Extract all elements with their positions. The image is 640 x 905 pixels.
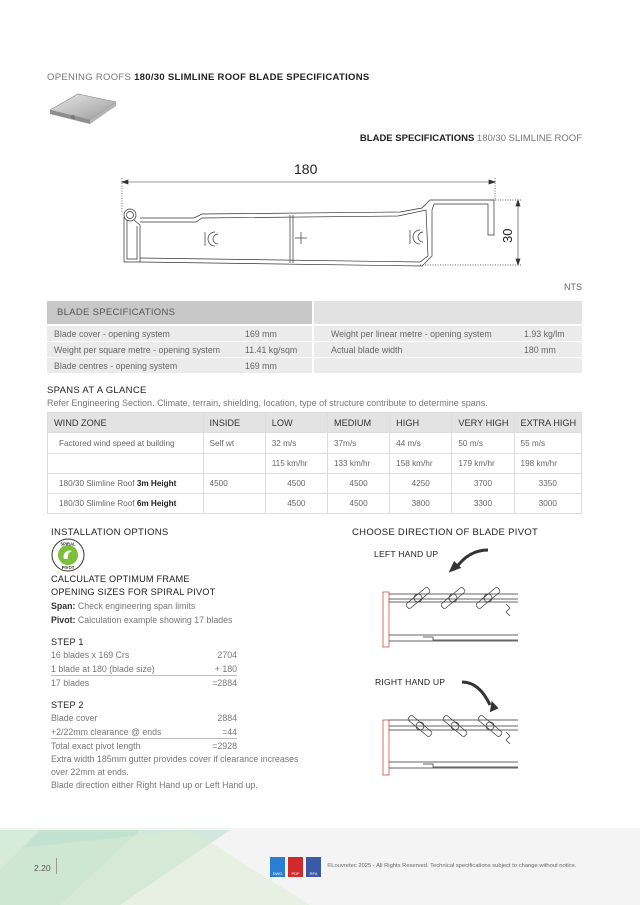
divider bbox=[51, 738, 237, 739]
calc-heading-line2: OPENING SIZES FOR SPIRAL PIVOT bbox=[51, 587, 216, 597]
span-note: Span: Check engineering span limits bbox=[51, 601, 196, 611]
scale-note: NTS bbox=[564, 282, 582, 292]
right-hand-up-label: RIGHT HAND UP bbox=[375, 677, 446, 687]
step2-title: STEP 2 bbox=[51, 700, 84, 710]
blade-profile-drawing bbox=[110, 170, 530, 280]
spans-table bbox=[47, 412, 582, 514]
step2-note: Blade direction either Right Hand up or Left Hand up. bbox=[51, 780, 258, 790]
step1-row: 16 blades x 169 Crs 2704 bbox=[51, 650, 237, 660]
step2-row: Blade cover 2884 bbox=[51, 713, 237, 723]
step2-row: Total exact pivot length =2928 bbox=[51, 741, 237, 751]
divider bbox=[51, 675, 237, 676]
pivot-direction-diagram bbox=[378, 540, 538, 780]
spans-header-row: WIND ZONE INSIDE LOW MEDIUM HIGH VERY HIGH EXTRA HIGH bbox=[48, 413, 582, 433]
blade-thumbnail bbox=[48, 88, 118, 128]
spiral-pivot-badge-icon bbox=[51, 538, 85, 572]
header-section: OPENING ROOFS bbox=[47, 72, 132, 83]
divider bbox=[56, 858, 57, 874]
table-row: 115 km/hr 133 km/hr 158 km/hr 179 km/hr 198 km/hr bbox=[48, 454, 582, 474]
dwg-file-icon[interactable]: DWG bbox=[270, 857, 285, 877]
table-row: 180/30 Slimline Roof 6m Height 4500 4500 3800 3300 3000 bbox=[48, 494, 582, 514]
svg-text:SPIRAL: SPIRAL bbox=[60, 541, 76, 547]
copyright-text: ©Louvretec 2025 - All Rights Reserved. Technical specifications subject to change without notice. bbox=[327, 863, 577, 869]
blade-height-dimension: 30 bbox=[500, 228, 515, 243]
svg-text:PIVOT: PIVOT bbox=[61, 565, 75, 570]
pdf-file-icon[interactable]: PDF bbox=[288, 857, 303, 877]
blade-spec-title: BLADE SPECIFICATIONS bbox=[47, 301, 312, 324]
left-hand-up-label: LEFT HAND UP bbox=[374, 549, 439, 559]
spec-row: Blade centres - opening system 169 mm bbox=[47, 358, 582, 373]
spans-subtitle: Refer Engineering Section. Climate, terrain, shielding, location, type of structure contribute to determine spans. bbox=[47, 398, 488, 408]
table-row: 180/30 Slimline Roof 3m Height 4500 4500 4500 4250 3700 3350 bbox=[48, 474, 582, 494]
blade-spec-table bbox=[47, 301, 582, 373]
step2-row: +2/22mm clearance @ ends =44 bbox=[51, 727, 237, 737]
calc-heading-line1: CALCULATE OPTIMUM FRAME bbox=[51, 574, 190, 584]
table-row: Factored wind speed at building Self wt 32 m/s 37m/s 44 m/s 50 m/s 55 m/s bbox=[48, 433, 582, 454]
blade-diagram-heading: BLADE SPECIFICATIONS 180/30 SLIMLINE ROOF bbox=[359, 133, 582, 144]
pivot-note: Pivot: Calculation example showing 17 blades bbox=[51, 615, 233, 625]
step1-title: STEP 1 bbox=[51, 637, 84, 647]
page-number: 2.20 bbox=[34, 863, 51, 873]
blade-width-dimension: 180 bbox=[294, 161, 318, 177]
step1-row: 1 blade at 180 (blade size) + 180 bbox=[51, 664, 237, 674]
installation-title: INSTALLATION OPTIONS bbox=[51, 527, 169, 538]
spec-row: Blade cover - opening system 169 mm Weight per linear metre - opening system 1.93 kg/lm bbox=[47, 326, 582, 341]
pivot-direction-title: CHOOSE DIRECTION OF BLADE PIVOT bbox=[352, 527, 539, 538]
header-title: 180/30 SLIMLINE ROOF BLADE SPECIFICATIONS bbox=[134, 72, 370, 83]
spec-row: Weight per square metre - opening system 11.41 kg/sqm Actual blade width 180 mm bbox=[47, 342, 582, 357]
step2-note: over 22mm at ends. bbox=[51, 767, 129, 777]
file-format-icons bbox=[270, 857, 321, 877]
step1-row: 17 blades =2884 bbox=[51, 678, 237, 688]
step2-note: Extra width 185mm gutter provides cover if clearance increases bbox=[51, 754, 299, 764]
page-header bbox=[47, 72, 370, 83]
rfa-file-icon[interactable]: RFA bbox=[306, 857, 321, 877]
spans-title: SPANS AT A GLANCE bbox=[47, 385, 147, 396]
